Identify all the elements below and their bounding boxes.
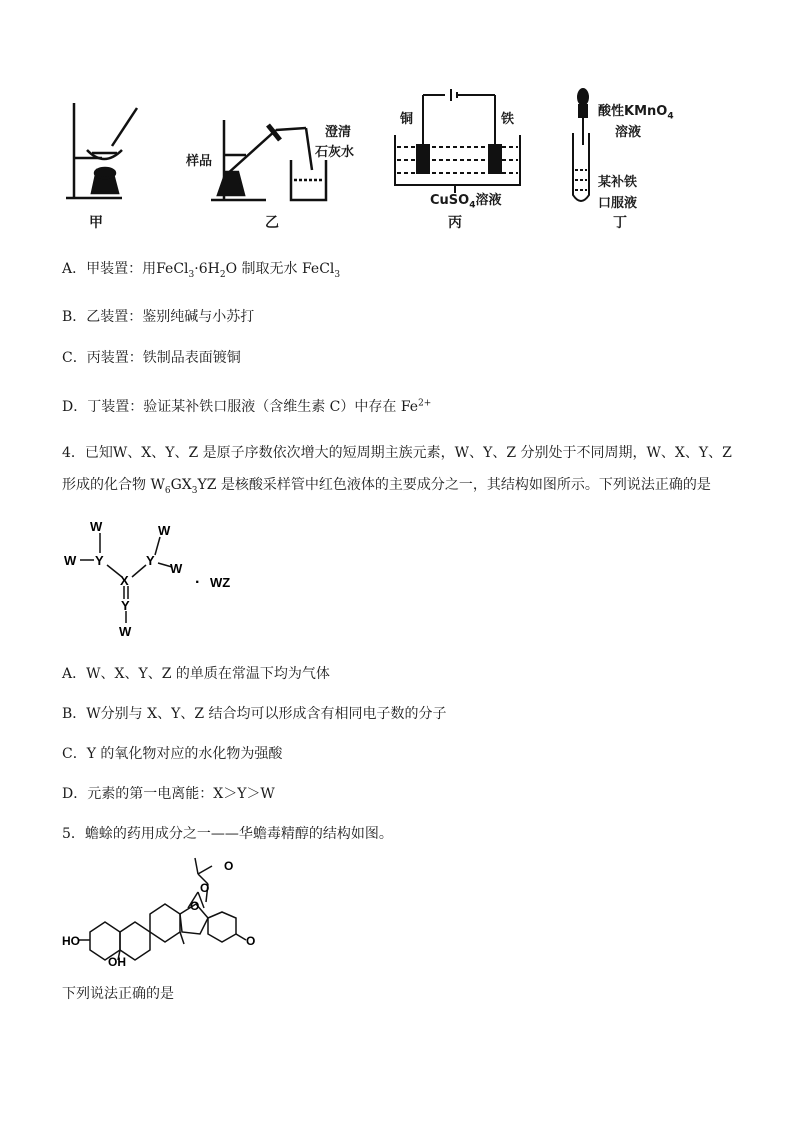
label-o-carbonyl: O — [224, 859, 234, 873]
atom-w-left: W — [64, 553, 77, 568]
q3-option-a: A．甲装置：用$FeCl_3\cdot 6H_2O$ 制取无水 FeCl$_3$ — [62, 261, 341, 280]
atom-y-right: Y — [146, 553, 155, 568]
q3-option-c: C．丙装置：铁制品表面镀铜 — [62, 350, 241, 366]
dot-separator: · — [195, 574, 201, 591]
caption-jia: 甲 — [89, 215, 103, 231]
q3-option-b: B．乙装置：鉴别纯碱与小苏打 — [62, 309, 255, 325]
q4-option-b: B．W分别与 X、Y、Z 结合均可以形成含有相同电子数的分子 — [62, 706, 447, 722]
q4-option-a: A．W、X、Y、Z 的单质在常温下均为气体 — [62, 666, 330, 682]
caption-ding: 丁 — [613, 215, 627, 231]
caption-bing: 丙 — [448, 215, 462, 231]
q4-option-c: C．Y 的氧化物对应的水化物为强酸 — [62, 746, 283, 762]
atom-w-right: W — [170, 561, 183, 576]
label-cuso4-solution: CuSO$_4$溶液 — [430, 193, 502, 211]
label-limewater-2: 石灰水 — [315, 145, 355, 160]
label-kmno4: 酸性KMnO$_4$ — [598, 104, 674, 122]
q4-option-d: D．元素的第一电离能：X＞Y＞W — [62, 786, 275, 802]
atom-w-top-left: W — [90, 519, 103, 534]
label-kmno4-solution: 溶液 — [615, 125, 642, 140]
label-ho: HO — [62, 934, 80, 948]
atom-w-top-right: W — [158, 523, 171, 538]
q5-molecule-structure — [60, 852, 260, 967]
label-limewater-1: 澄清 — [325, 125, 352, 140]
q4-stem-line-1: 4．已知W、X、Y、Z 是原子序数依次增大的短周期主族元素，W、Y、Z 分别处于不同周期，W、X、Y、Z — [62, 445, 732, 461]
atom-y-left: Y — [95, 553, 104, 568]
atom-w-bottom: W — [119, 624, 132, 639]
label-iron: 铁 — [501, 112, 515, 127]
apparatus-jia-drawing — [62, 98, 142, 208]
label-o-epoxide: O — [190, 899, 200, 913]
label-oh: OH — [108, 955, 126, 967]
label-iron-supplement-1: 某补铁 — [598, 175, 638, 190]
caption-yi: 乙 — [265, 215, 279, 231]
label-o-lactone: O — [246, 934, 256, 948]
label-o-ester: O — [200, 881, 210, 895]
apparatus-bing-drawing — [385, 85, 525, 195]
q5-question-tail: 下列说法正确的是 — [62, 986, 174, 1002]
label-iron-supplement-2: 口服液 — [598, 196, 638, 211]
atom-x-center: X — [120, 573, 129, 588]
q5-stem: 5．蟾蜍的药用成分之一——华蟾毒精醇的结构如图。 — [62, 826, 393, 842]
label-copper: 铜 — [400, 112, 414, 127]
formula-wz: WZ — [210, 575, 231, 590]
q4-structure-diagram — [60, 515, 260, 645]
label-sample: 样品 — [186, 154, 213, 169]
q3-option-d: D．丁装置：验证某补铁口服液（含维生素 C）中存在 $Fe^{2+}$ — [62, 398, 432, 415]
q4-stem-line-2: 形成的化合物 $W_6GX_3YZ$ 是核酸采样管中红色液体的主要成分之一，其结构如图所示。下列说法正确的是 — [62, 477, 711, 496]
atom-y-bottom: Y — [121, 598, 130, 613]
